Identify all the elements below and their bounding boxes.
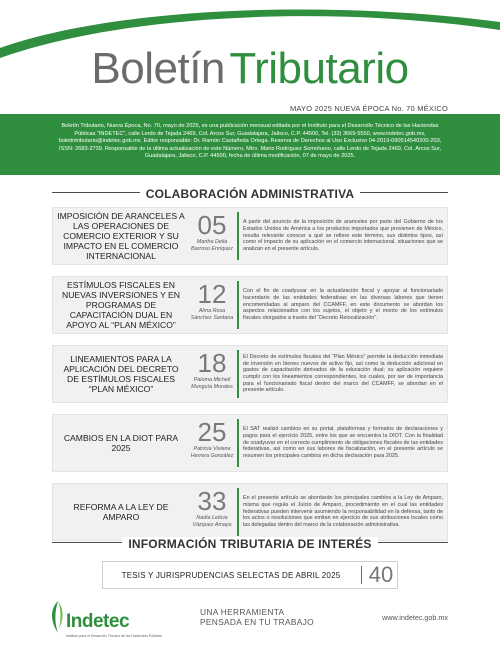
article-author: Nadia Leticia Vázquez Amaya (192, 515, 232, 528)
article-card[interactable] (52, 483, 448, 541)
indetec-logo[interactable] (46, 599, 166, 639)
section-title-colaboracion: COLABORACIÓN ADMINISTRATIVA (0, 185, 500, 203)
article-headline: REFORMA A LA LEY DE AMPARO (73, 502, 169, 522)
green-divider (237, 212, 239, 260)
tesis-label: TESIS Y JURISPRUDENCIAS SELECTAS DE ABRIL 2025 (121, 570, 341, 580)
article-author: Alma Rosa Sánchez Santana (190, 308, 234, 321)
article-page-number: 25 (197, 417, 227, 447)
masthead-title (0, 44, 500, 94)
title-part2: Tributario (229, 44, 409, 93)
article-page-number: 12 (197, 279, 227, 309)
slogan-line1: UNA HERRAMIENTA (200, 607, 285, 617)
article-page-block (189, 415, 235, 471)
article-page-number: 33 (197, 486, 227, 516)
section-title-informacion: INFORMACIÓN TRIBUTARIA DE INTERÉS (0, 535, 500, 553)
green-divider (237, 281, 239, 329)
article-summary: En el presente artículo se abordarán los principales cambios a la Ley de Amparo, misma que regula el Juicio de Amparo, procedimiento en el cual las entidades federativas pueden intervenir asumiendo la responsabilidad en la defensa, tanto de los actos o resoluciones que emitan en ejercicio de sus atribuciones locales como las delegadas dentro del marco de la colaboración administrativa. (243, 495, 443, 529)
green-divider (237, 488, 239, 536)
website-link[interactable]: www.indetec.gob.mx (382, 613, 448, 622)
article-headline: LINEAMIENTOS PARA LA APLICACIÓN DEL DECRETO DE ESTÍMULOS FISCALES “PLAN MÉXICO” (63, 354, 179, 394)
article-headline: ESTÍMULOS FISCALES EN NUEVAS INVERSIONES Y EN PROGRAMAS DE CAPACITACIÓN DUAL EN APOYO AL “PLAN MÉXICO” (62, 280, 180, 330)
article-page-block (189, 484, 235, 540)
article-card[interactable] (52, 207, 448, 265)
tesis-item[interactable] (102, 561, 398, 589)
logo-subtitle: Instituto para el Desarrollo Técnico de las Haciendas Públicas (66, 634, 163, 638)
article-card[interactable] (52, 414, 448, 472)
green-divider (237, 419, 239, 467)
article-summary: El Decreto de estímulos fiscales del “Plan México” permite la deducción inmediata de inversión en bienes nuevos de activo fijo, así como la deducción adicional en gastos de capacitación derivados de la educación dual; su aplicación requiere cumplir con los lineamientos correspondientes, los cuales, por ser de importancia para el funcionariado fiscal dentro del marco del CCAMFF, se abordan en el presente artículo. (243, 353, 443, 394)
article-author: Paloma Michell Munguía Morales (191, 377, 233, 390)
edition-line: MAYO 2025 NUEVA ÉPOCA No. 70 MÉXICO (289, 104, 448, 113)
article-page-number: 05 (197, 210, 227, 240)
article-headline: CAMBIOS EN LA DIOT PARA 2025 (63, 433, 179, 453)
article-summary: Con el fin de coadyuvar en la actualización fiscal y apoyar al funcionariado hacendario de las entidades federativas en las diversas labores que tienen encomendadas al amparo del CCAMFF, en este documento se abordan los aspectos relacionados con los sujetos, el objeto y el monto de los estímulos fiscales otorgados a través del “Decreto Relocalización”. (243, 288, 443, 322)
article-author: Martha Delia Barroso Enríquez (191, 239, 233, 252)
article-summary: A partir del anuncio de la imposición de aranceles por parte del Gobierno de los Estados Unidos de América a los productos importados que provienen de México, resulta relevante conocer a qué se refiere este término, sus distintos tipos, así como el impacto de su aplicación en el comercio internacional, situaciones que se analizan en el presente artículo. (243, 219, 443, 253)
article-headline: IMPOSICIÓN DE ARANCELES A LAS OPERACIONES DE COMERCIO EXTERIOR Y SU IMPACTO EN EL COMERCIO INTERNACIONAL (57, 211, 185, 261)
article-page-block (189, 208, 235, 264)
article-page-block (189, 346, 235, 402)
green-divider (237, 350, 239, 398)
publication-info-band (0, 114, 500, 175)
article-list (52, 207, 448, 552)
slogan-line2: PENSADA EN TU TRABAJO (200, 617, 314, 627)
publication-info-text: Boletín Tributario, Nueva Época, No. 70, mayo de 2025, es una publicación mensual editada por el Instituto para el Desarrollo Técnico de las Haciendas Públicas “INDETEC”, calle Lerdo de Tejada 2469, Col. Arcos Sur, Guadalajara, Jalisco, C.P. 44500, Tel. (33) 3669-5550, www.indetec.gob.mx, boletintributario@indetec.gob.mx. Editor responsable: Dr. Ramón Castañeda Ortega. Reserva de Derechos al Uso Exclusivo 04-2019-090514540200-203, ISSN: 2683-2739. Responsable de la última actualización de este Número, Mtro. Mario Rodríguez Sornohano, calle Lerdo de Tejada 2469, Col. Arcos Sur, Guadalajara, Jalisco, C.P. 44500, fecha de última modificación, 07 de mayo de 2025. (58, 123, 442, 160)
green-divider (361, 566, 362, 584)
article-page-number: 18 (197, 348, 227, 378)
slogan (200, 607, 314, 627)
article-page-block (189, 277, 235, 333)
tesis-page-number: 40 (368, 562, 394, 587)
article-summary: El SAT realizó cambios en su portal, plataformas y formatos de declaraciones y pagos para el ejercicio 2025, entre los que se encuentra la DIOT. Con la finalidad de coadyuvar en el correcto cumplimiento de obligaciones fiscales de las entidades federativas, así como en sus labores de fiscalización, en el presente artículo se resumen los principales cambios en dicha declaración para 2025. (243, 426, 443, 460)
article-author: Patricia Viviana Herrera González (190, 446, 234, 459)
footer (0, 597, 500, 651)
title-part1: Boletín (91, 44, 225, 93)
article-card[interactable] (52, 345, 448, 403)
article-card[interactable] (52, 276, 448, 334)
logo-name: Indetec (66, 611, 130, 632)
